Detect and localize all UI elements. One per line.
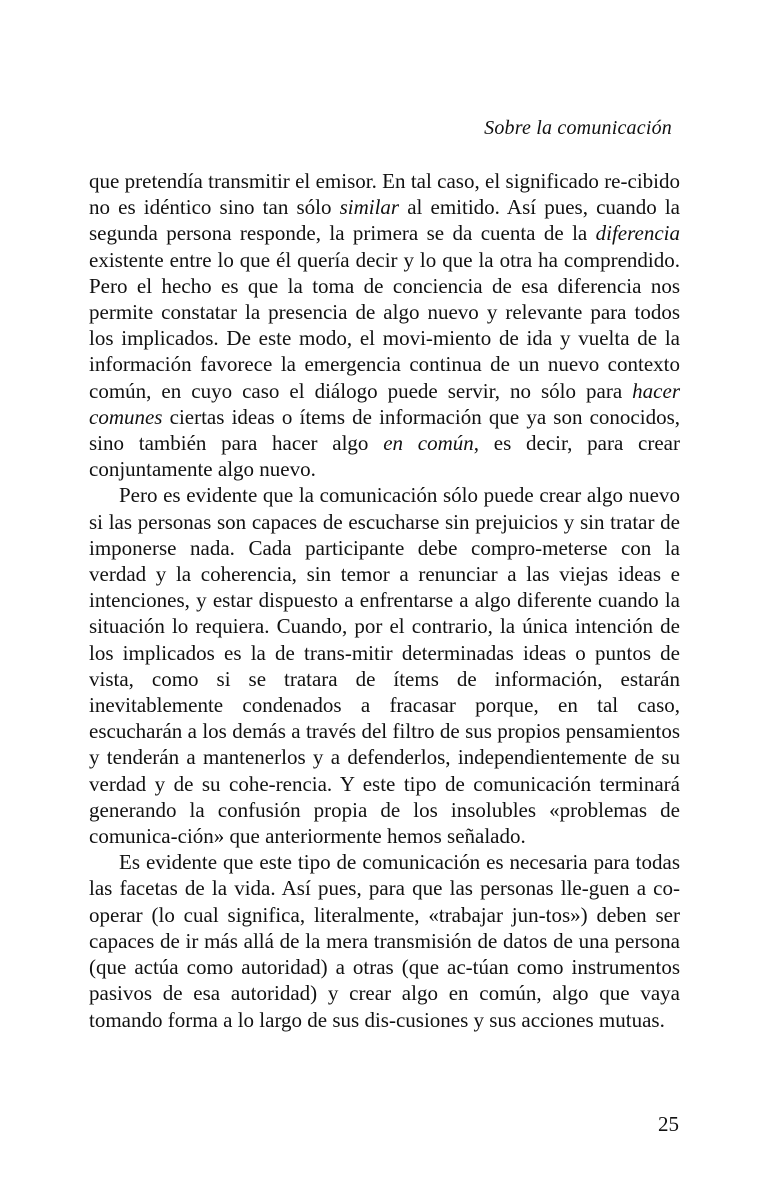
paragraph-1 bbox=[89, 168, 680, 482]
paragraph-1-seg-8: , es decir, para crear conjuntamente algo nuevo. bbox=[89, 431, 680, 482]
paragraph-1-emphasis-diferencia: diferencia bbox=[595, 221, 680, 246]
paragraph-3-text: Es evidente que este tipo de comunicación es necesaria para todas las facetas de la vida. Así pues, para que las personas lle-guen a co-operar (lo cual significa, literalmente, «trabajar jun-tos») deben ser capaces de ir más allá de la mera transmisión de datos de una persona (que actúa como autoridad) a otras (que ac-túan como instrumentos pasivos de esa autoridad) y crear algo en común, algo que vaya tomando forma a lo largo de sus dis-cusiones y sus acciones mutuas. bbox=[89, 850, 680, 1032]
paragraph-3 bbox=[89, 849, 680, 1032]
paragraph-1-emphasis-hacer-comunes: hacer comunes bbox=[89, 378, 680, 429]
paragraph-1-emphasis-similar: similar bbox=[339, 195, 400, 220]
paragraph-1-seg-4: existente entre lo que él quería decir y lo que la otra ha comprendido. Pero el hecho es que la toma de conciencia de esa diferencia nos permite constatar la presencia de algo nuevo y relevante para todos los implicados. De este modo, el movi-miento de ida y vuelta de la información favorece la emergencia continua de un nuevo contexto común, en cuyo caso el diálogo puede servir, no sólo para bbox=[89, 247, 680, 403]
paragraph-1-seg-2: al emitido. Así pues, cuando la segunda persona responde, la primera se da cuenta de la bbox=[89, 195, 681, 246]
body-text bbox=[89, 168, 680, 1033]
page-number: 25 bbox=[658, 1112, 679, 1136]
paragraph-1-seg-6: ciertas ideas o ítems de información que ya son conocidos, sino también para hacer algo bbox=[89, 404, 680, 456]
paragraph-2-text: Pero es evidente que la comunicación sólo puede crear algo nuevo si las personas son capaces de escucharse sin prejuicios y sin tratar de imponerse nada. Cada participante debe compro-meterse con la verdad y la coherencia, sin temor a renunciar a las viejas ideas e intenciones, y estar dispuesto a enfrentarse a algo diferente cuando la situación lo requiera. Cuando, por el contrario, la única intención de los implicados es la de trans-mitir determinadas ideas o puntos de vista, como si se tratara de ítems de información, estarán inevitablemente condenados a fracasar porque, en tal caso, escucharán a los demás a través del filtro de sus propios pensamientos y tenderán a mantenerlos y a defenderlos, independientemente de su verdad y de su cohe-rencia. Y este tipo de comunicación terminará generando la confusión propia de los insolubles «problemas de comunica-ción» que anteriormente hemos señalado. bbox=[89, 483, 680, 849]
running-header: Sobre la comunicación bbox=[484, 117, 672, 139]
paragraph-1-seg-0: que pretendía transmitir el emisor. En tal caso, el significado re-cibido no es idéntico sino tan sólo bbox=[89, 169, 680, 220]
paragraph-2 bbox=[89, 482, 680, 849]
paragraph-1-emphasis-en-comun: en común bbox=[383, 431, 474, 456]
